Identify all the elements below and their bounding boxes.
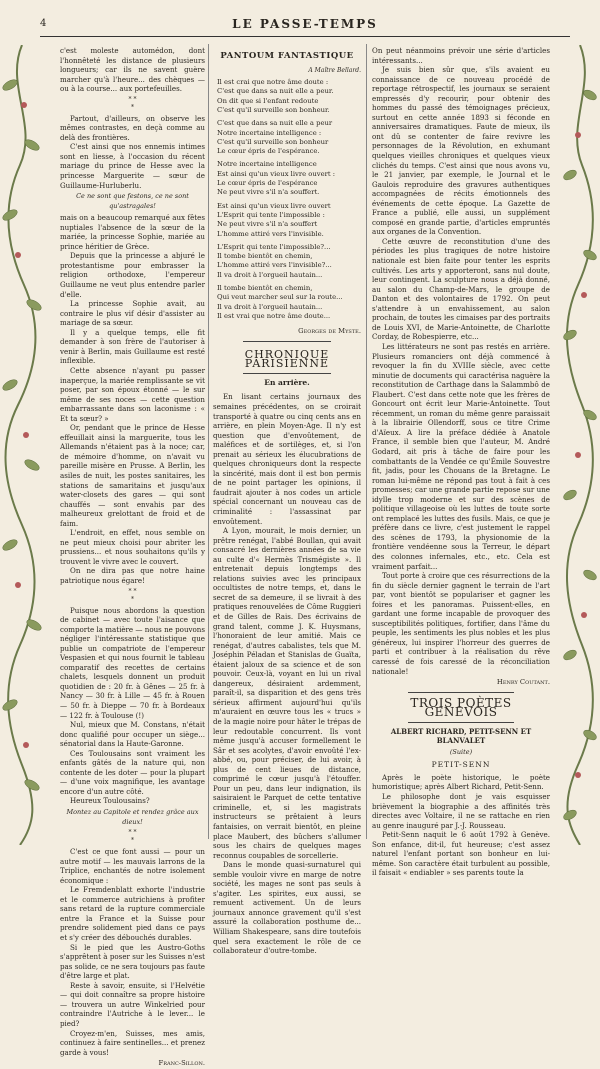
divider bbox=[243, 373, 332, 374]
poem-line: Ne peut vivre s'il n'a souffert. bbox=[217, 188, 320, 197]
paragraph: Cette œuvre de reconstitution d'une des périodes les plus tragiques de notre histoire nationale est bien faite pour tenter les esprits cultivés. Les arts y apporteront, sans nul doute, leur contingent. La sculpture nous a déjà donné, au salon du Champ-de-Mars, le groupe de Danton et des volontaires de 1792. On peut s'attendre à un envahissement, au salon prochain, de toutes les cimaises par des portraits de Louis XVI, de Marie-Antoinette, de Charlotte Corday, de Robespierre, etc... bbox=[372, 236, 550, 342]
left-vine-ornament bbox=[0, 45, 44, 845]
page-number: 4 bbox=[40, 18, 47, 29]
signature: Henry Coutant. bbox=[496, 678, 550, 687]
poem-line: C'est que dans sa nuit elle a peur. bbox=[217, 87, 334, 96]
paragraph: Croyez-m'en, Suisses, mes amis, continuez à faire sentinelles... et prenez garde à vous! bbox=[60, 1028, 205, 1057]
poem-dedication: A Maître Bellard. bbox=[308, 66, 361, 74]
paragraph: C'est ainsi que nos ennemis intimes sont en liesse, à l'occasion du récent mariage du prince de Hesse avec la princesse Marguerite — sœur de Guillaume-Hurluberlu. bbox=[60, 142, 205, 190]
section-heading: PETIT-SENN bbox=[431, 760, 491, 770]
signature: Franc-Sillon. bbox=[158, 1059, 205, 1068]
column-divider bbox=[366, 44, 367, 839]
running-title: LE PASSE-TEMPS bbox=[232, 17, 378, 31]
section-stars: * * * bbox=[128, 829, 137, 845]
divider bbox=[408, 722, 515, 723]
poem-line: Notre incertaine intelligence bbox=[217, 160, 317, 169]
poem-line: C'est qu'il surveille son bonheur. bbox=[217, 105, 330, 114]
poem-line: L'homme attiré vers l'invisible?... bbox=[217, 261, 332, 270]
paragraph: En lisant certains journaux des semaines précédentes, on se croirait transporté à quatre ou cinq cents ans en arrière, en plein Moyen-Age. Il n'y est question que d'envoûtement, de maléfices et de sortilèges, et, si l'on prenait au sérieux les élucubrations de quelques chroniqueurs dont la respecte la sincérité, mais dont il est bon permis de ne point partager les opinions, il faudrait ajouter à nos codes un article spécial concernant un nouveau cas de criminalité : l'assassinat par envoûtement. bbox=[213, 392, 361, 526]
paragraph: On ne dira pas que notre haine patriotique nous égare! bbox=[60, 566, 205, 585]
article-subtitle: ALBERT RICHARD, PETIT-SENN ET BLANVALET bbox=[390, 726, 532, 746]
poem-line: L'Esprit qui tente l'impossible?... bbox=[217, 242, 331, 251]
paragraph: Cette absence n'ayant pu passer inaperçue, la mariée remplissante se vit poser, par son époux étonné — le sur même de ses noces — cette question embarrassante dans son laconisme : « Et ta sœur? » bbox=[60, 365, 205, 423]
paragraph: Après le poète historique, le poète humoristique; après Albert Richard, Petit-Senn. bbox=[372, 772, 550, 792]
paragraph: Les littérateurs ne sont pas restés en arrière. Plusieurs romanciers ont déjà commencé à revoquer la fin du XVIIIe siècle, avec cette minutie de documents qui caractérisa naguère la reconstitution de Carthage dans la Salammbô de Flaubert. C'est dans cette note que les frères de Goncourt ont écrit leur Marie-Antoinette. Tout récemment, un roman du même genre paraissait à la librairie Ollendorff, sous ce titre Crime d'Aïeux. A lire la préface dédiée à Anatole France, il semble bien que l'auteur, M. André Godard, ait pris à tâche de faire pour les combattants de la Vendée ce qu'Émile Souvestre fit, jadis, pour les Chouans de la Bretagne. Le roman lui-même ne répond pas tout à fait à ces promesses; car une grande partie repose sur une idylle trop moderne et sur des scènes de politique villageoise où les luttes de toute sorte ont remplacé les luttes des fusils. Mais, ce que je préfère dans ce livre, c'est justement le rappel des scènes de 1793, la physionomie de la frontière vendéenne sous la Terreur, le départ des colonnes infernales, etc., etc. Cela est vraiment parfait... bbox=[372, 341, 550, 571]
poem-line: Il va droit à l'orgueil hautain... bbox=[217, 302, 323, 311]
poem-line: Il est crai que notre âme doute : bbox=[217, 78, 329, 87]
paragraph: Petit-Senn naquit le 6 août 1792 à Genève. Son enfance, dit-il, fut heureuse; c'est assez naturel l'enfant portant son bonheur en lui-même. Son caractère était turbulent au possible, il faisait « endiabler » ses parents toute la bbox=[372, 830, 550, 878]
poem bbox=[213, 78, 361, 325]
paragraph: Il y a quelque temps, elle fit demander à son frère de l'autoriser à venir à Berlin, mais Guillaume est resté inflexible. bbox=[60, 327, 205, 366]
paragraph: Le Fremdenblatt exhorte l'industrie et le commerce autrichiens à profiter sans retard de la rupture commerciale entre la France et la Suisse pour prendre solidement pied dans ce pays et s'y créer des débouchés durables. bbox=[60, 885, 205, 943]
poem-line: Il est vrai que notre âme doute... bbox=[217, 311, 331, 320]
paragraph: Je suis bien sûr que, s'ils avaient eu connaissance de ce nouveau procédé de reportage rétrospectif, les journaux se seraient empressés d'y recourir, pour obtenir des hommes du passé des témoignages précieux, surtout en cette année 1893 si féconde en anniversaires dramatiques. Faute de mieux, ils ont dû se contenter de faire revivre les personnages de la Révolution, en exhumant quelques vieilles chroniques et quelques vieux clichés du temps. C'est ainsi que nous avons vu, le 21 janvier, par exemple, le Journal et le Gaulois reproduire des gravures authentiques accompagnées de récits émotionnels des événements de cette époque. La Gazette de France a publié, elle aussi, un supplément composé en grande partie, d'articles empruntés aux organes de la Convention. bbox=[372, 65, 550, 237]
poem-line: Le cœur épris de l'espérance bbox=[217, 179, 318, 188]
paragraph: mais on a beaucoup remarqué aux fêtes nuptiales l'absence de la sœur de la mariée, la princesse Sophie, mariée au prince héritier de Grèce. bbox=[60, 213, 205, 251]
paragraph: A Lyon, mourait, le mois dernier, un prêtre renégat, l'abbé Boullan, qui avait consacré les dernières années de sa vie au culte d'« Hermès Trismégiste ». Il entretenait depuis longtemps des relations suivies avec les principaux occultistes de notre temps, et, dans le secret de sa demeure, il se livrait à des pratiques renouvelées de Côme Ruggieri et de Gilles de Rais. Des écrivains de grand talent, comme J. K. Huysmans, l'honoraient de leur amitié. Mais ce renégat, d'autres cabalistes, tels que M. Joséphin Péladan et Stanislas de Guaïta, étaient jaloux de sa science et de son pouvoir. Ceux-là, voyant en lui un rival dangereux, désiraient ardemment, paraît-il, sa disparition et des gens très sérieux affirment aujourd'hui qu'ils m'auraient en œuvre tous les « trucs » de la magie noire pour hâter le trépas de leur redoutable concurrent. Ils vont même jusqu'à accuser formellement le Sâr et ses acolytes, d'avoir envoûté l'ex-abbé, ou, pour préciser, de lui avoir, à plus de cent lieues de distance, comprimé le cœur jusqu'à l'étouffer. Pour un peu, dans leur indignation, ils saisiraient le Parquet de cette tentative criminelle, et, si les magistrats instructeurs se prêtaient à leurs fantaisies, on verrait bientôt, en pleine place Maubert, des bûchers s'allumer sous les chairs de quelques mages reconnus coupables de sorcellerie. bbox=[213, 526, 362, 860]
column-right bbox=[372, 46, 550, 878]
column-divider bbox=[208, 44, 209, 839]
article-title: TROIS POÈTES GENEVOIS bbox=[410, 695, 512, 720]
paragraph: c'est moleste automédon, dont l'honnêteté les distance de plusieurs longueurs; car ils ne savent guère marcher qu'à l'heure... des chèques — ou à la course... aux portefeuilles. bbox=[60, 46, 205, 94]
paragraph: Le philosophe dont je vais esquisser brièvement la biographie a des affinités très directes avec Voltaire, il ne se rattache en rien au genre inauguré par J.-J. Rousseau. bbox=[372, 792, 550, 830]
paragraph: Tout porte à croire que ces résurrections de la fin du siècle dernier gagnent le terrain de l'art par, vont bientôt se populariser et gagner les foires et les panoramas. Puissent-elles, en gardant une forme incapable de provoquer des susceptibilités politiques, fortifier, dans l'âme du peuple, les sentiments les plus nobles et les plus généreux, lui inspirer l'horreur des guerres de parti et contribuer à la réalisation du rêve caressé de fois caressé de la réconciliation nationale! bbox=[372, 571, 550, 676]
poem-title: PANTOUM FANTASTIQUE bbox=[220, 51, 354, 61]
poem-line: On dit que si l'enfant redoute bbox=[217, 96, 319, 105]
paragraph: Nul, mieux que M. Constans, n'était donc qualifié pour occuper un siège... sénatorial dans la Haute-Garonne. bbox=[60, 720, 205, 749]
paragraph: Si le pied que les Austro-Goths s'apprêtent à poser sur les Suisses n'est pas solide, ce ne sera toujours pas faute d'être large et plat. bbox=[60, 942, 205, 981]
header-rule bbox=[40, 36, 570, 37]
continued-label: (Suite) bbox=[449, 747, 473, 756]
section-stars: * * * bbox=[128, 95, 137, 111]
poem-signature: Georges de Myste. bbox=[298, 327, 361, 336]
right-vine-ornament bbox=[562, 45, 600, 845]
poem-line: Il va droit à l'orgueil hautain... bbox=[217, 270, 323, 279]
paragraph: Heureux Toulousains? bbox=[70, 796, 150, 806]
quotation: Ce ne sont que festons, ce ne sont qu'astragales! bbox=[76, 192, 189, 210]
chronicle-title: CHRONIQUE PARISIENNE bbox=[244, 347, 330, 371]
paragraph: Partout, d'ailleurs, on observe les mêmes contrastes, en deçà comme au delà des frontières. bbox=[60, 113, 205, 142]
paragraph: Depuis que la princesse a abjuré le protestantisme pour embrasser la religion orthodoxe, l'empereur Guillaume ne veut plus entendre parler d'elle. bbox=[60, 251, 205, 299]
column-middle bbox=[213, 46, 361, 956]
quotation: Montez au Capitole et rendez grâce aux dieux! bbox=[66, 808, 199, 826]
chronicle-subtitle: En arrière. bbox=[264, 377, 310, 387]
paragraph: Reste à savoir, ensuite, si l'Helvétie — qui doit connaître sa propre histoire — trouvera un autre Winkelried pour contraindre l'Autriche à le lever... le pied? bbox=[60, 980, 205, 1028]
divider bbox=[408, 692, 515, 693]
poem-line: L'Esprit qui tente l'impossible : bbox=[217, 210, 325, 219]
poem-line: Est ainsi qu'un vieux livre ouvert : bbox=[217, 169, 336, 178]
poem-line: L'homme attiré vers l'invisible. bbox=[217, 229, 324, 238]
paragraph: On peut néanmoins prévoir une série d'articles intéressants... bbox=[372, 46, 550, 65]
page-header bbox=[40, 16, 570, 36]
poem-line: Il tombe bientôt en chemin, bbox=[217, 252, 313, 261]
poem-line: Notre incertaine intelligence : bbox=[217, 128, 322, 137]
poem-line: Qui veut marcher seul sur la route... bbox=[217, 293, 343, 302]
poem-line: Le cœur épris de l'espérance. bbox=[217, 147, 320, 156]
paragraph: C'est ce que font aussi — pour un autre motif — les mauvais larrons de la Triplice, enchantés de notre isolement économique : bbox=[60, 847, 205, 885]
poem-line: Il tombe bientôt en chemin, bbox=[217, 284, 313, 293]
divider bbox=[243, 341, 332, 342]
poem-line: Ne peut vivre s'il n'a souffert bbox=[217, 220, 318, 229]
stanza-gap bbox=[217, 321, 361, 325]
poem-line: Est ainsi qu'un vieux livre ouvert bbox=[217, 201, 331, 210]
paragraph: L'endroit, en effet, nous semble on ne peut mieux choisi pour abriter les prussiens... et nous souhaitons qu'ils y trouvent le vivre avec le couvert. bbox=[60, 528, 205, 566]
column-left bbox=[60, 46, 205, 1069]
paragraph: Or, pendant que le prince de Hesse effeuillait ainsi la marguerite, tous les Allemands n'étaient pas à la noce; car, de mémoire d'homme, on n'avait vu pareille misère en Prusse. A Berlin, les asiles de nuit, les postes sanitaires, les stations de samaritains et jusqu'aux water-closets des gares — qui sont chauffés — sont envahis par des malheureux grelottant de froid et de faim. bbox=[60, 423, 205, 528]
paragraph: Puisque nous abordons la question de cabinet — avec toute l'aisance que comporte la matière — nous ne pouvons négliger l'intéressante statistique que publie un compatriote de l'empereur Vespasien et qui nous fournit le tableau comparatif des recettes de certains chalets, lesquels donnent un produit quotidien de : 20 fr. à Gênes — 25 fr. à Nancy — 30 fr. à Lille — 45 fr. à Rouen — 50 fr. à Dieppe — 70 fr. à Bordeaux — 122 fr. à Toulouse (!) bbox=[60, 605, 205, 720]
paragraph: Ces Toulousains sont vraiment les enfants gâtés de la nature qui, non contente de les doter — pour la plupart — d'une voix magnifique, les avantage encore d'un autre côté. bbox=[60, 748, 205, 796]
section-stars: * * * bbox=[128, 587, 137, 603]
poem-line: C'est qu'il surveille son bonheur bbox=[217, 137, 329, 146]
poem-line: C'est que dans sa nuit elle a peur bbox=[217, 119, 333, 128]
paragraph: La princesse Sophie avait, au contraire le plus vif désir d'assister au mariage de sa sœur. bbox=[60, 299, 205, 328]
paragraph: Dans le monde quasi-surnaturel qui semble vouloir vivre en marge de notre société, les mages ne sont pas seuls à s'agiter. Les spirites, eux aussi, se remuent activement. Un de leurs journaux annonce gravement qu'il s'est assuré la collaboration posthume de... William Shakespeare, sans dire toutefois quel sera exactement le rôle de ce collaborateur d'outre-tombe. bbox=[213, 860, 361, 956]
